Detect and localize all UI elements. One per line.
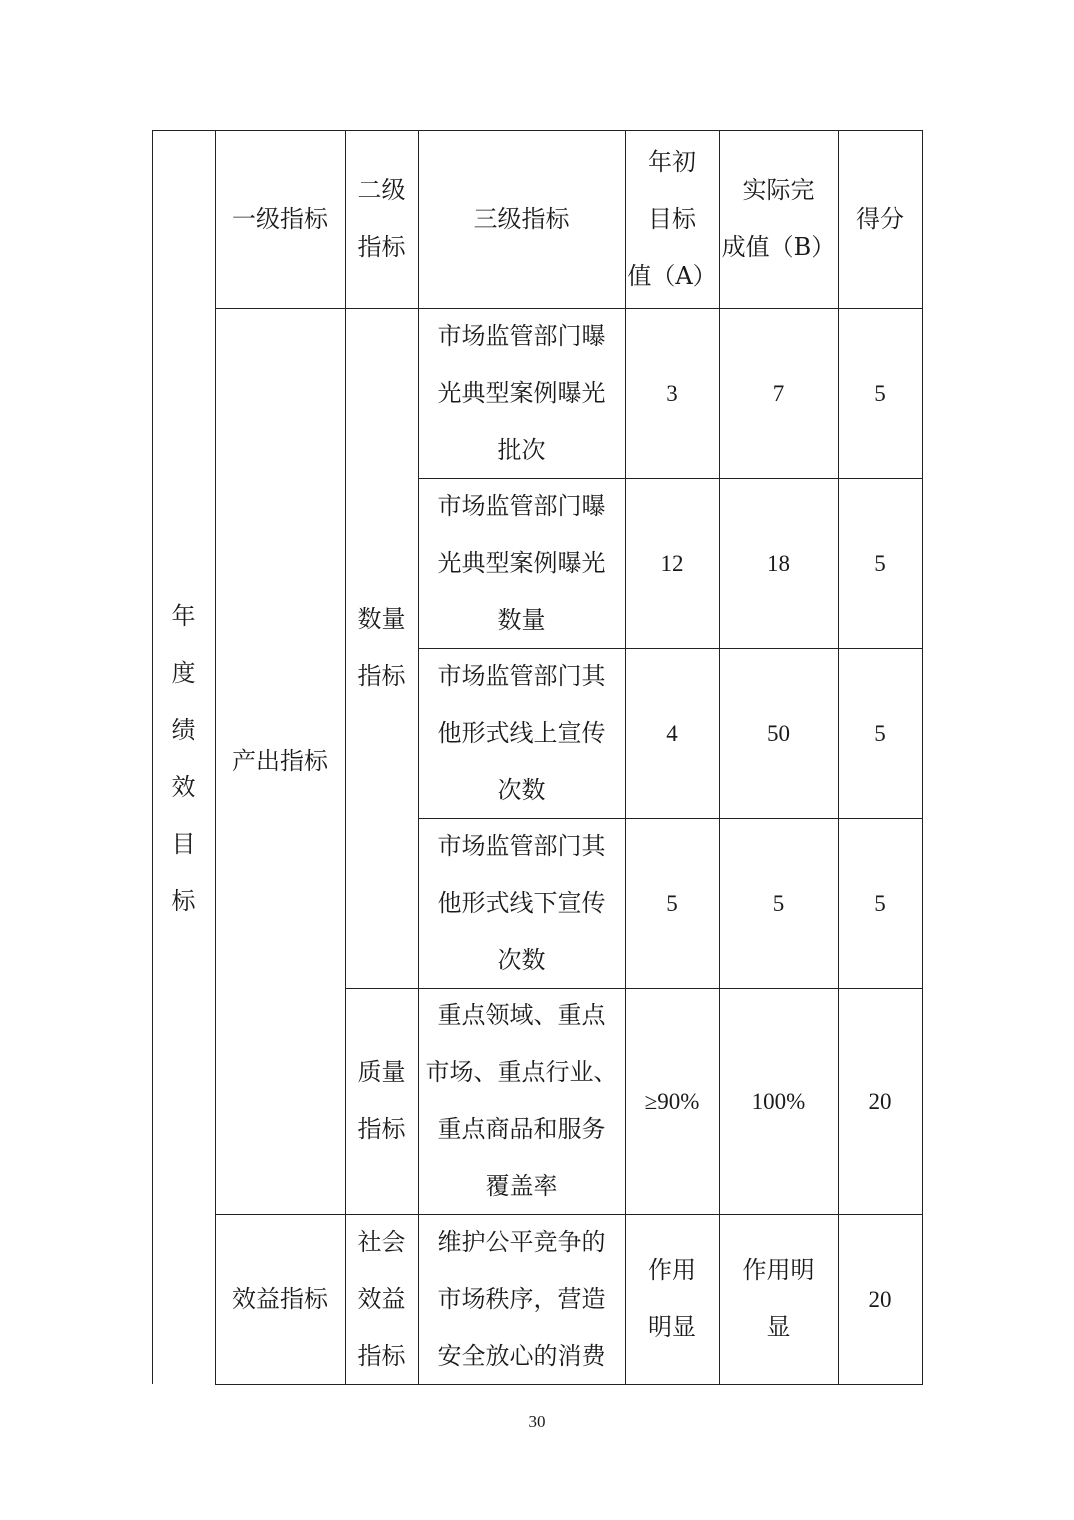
score-value: 5 — [874, 550, 886, 576]
score-value: 5 — [874, 890, 886, 916]
table-right-border — [922, 130, 923, 1385]
side-label-char: 目 — [171, 830, 196, 858]
indicator-cell: 市场监管部门其 他形式线下宣传 次数 — [437, 831, 606, 974]
side-label-char: 标 — [171, 887, 196, 915]
indicator-cell: 市场监管部门其 他形式线上宣传 次数 — [437, 661, 606, 804]
target-value: 作用 明显 — [648, 1256, 696, 1341]
target-value: 4 — [666, 720, 678, 746]
header-actual: 实际完 成值（B） — [721, 176, 836, 261]
side-label-char: 度 — [171, 659, 196, 687]
target-value: 5 — [666, 890, 678, 916]
indicator-cell: 市场监管部门曝 光典型案例曝光 数量 — [437, 491, 606, 634]
score-value: 20 — [868, 1088, 892, 1114]
side-label-char: 效 — [171, 773, 196, 801]
score-value: 5 — [874, 720, 886, 746]
group-benefit-indicators: 效益指标 — [232, 1284, 328, 1313]
indicator-cell: 维护公平竞争的 市场秩序，营造 安全放心的消费 — [437, 1227, 606, 1370]
actual-value: 50 — [767, 720, 790, 746]
group-quality-indicators: 质量 指标 — [357, 1058, 406, 1143]
indicator-cell: 重点领域、重点 市场、重点行业、 重点商品和服务 覆盖率 — [425, 1001, 618, 1200]
actual-value: 7 — [772, 380, 785, 406]
side-label-char: 绩 — [171, 716, 196, 744]
header-level3: 三级指标 — [473, 204, 570, 233]
group-quantity-indicators: 数量 指标 — [357, 605, 406, 690]
actual-value: 作用明 显 — [742, 1256, 815, 1341]
target-value: 3 — [666, 380, 678, 406]
actual-value: 100% — [751, 1088, 806, 1114]
indicator-cell: 市场监管部门曝 光典型案例曝光 批次 — [437, 321, 606, 464]
page-number: 30 — [528, 1412, 546, 1431]
side-label-char: 年 — [171, 602, 196, 630]
side-label-annual-performance-goals — [152, 588, 215, 930]
actual-value: 18 — [767, 550, 790, 576]
score-value: 5 — [874, 380, 886, 406]
group-social-benefit-indicators: 社会 效益 指标 — [357, 1227, 406, 1370]
header-level2: 二级 指标 — [357, 176, 406, 261]
score-value: 20 — [868, 1286, 892, 1312]
group-output-indicators: 产出指标 — [232, 746, 328, 775]
target-value: 12 — [660, 550, 684, 576]
header-score: 得分 — [856, 204, 904, 233]
header-level1: 一级指标 — [232, 204, 328, 233]
target-value: ≥90% — [644, 1088, 700, 1114]
actual-value: 5 — [772, 890, 785, 916]
header-target: 年初 目标 值（A） — [627, 147, 717, 290]
